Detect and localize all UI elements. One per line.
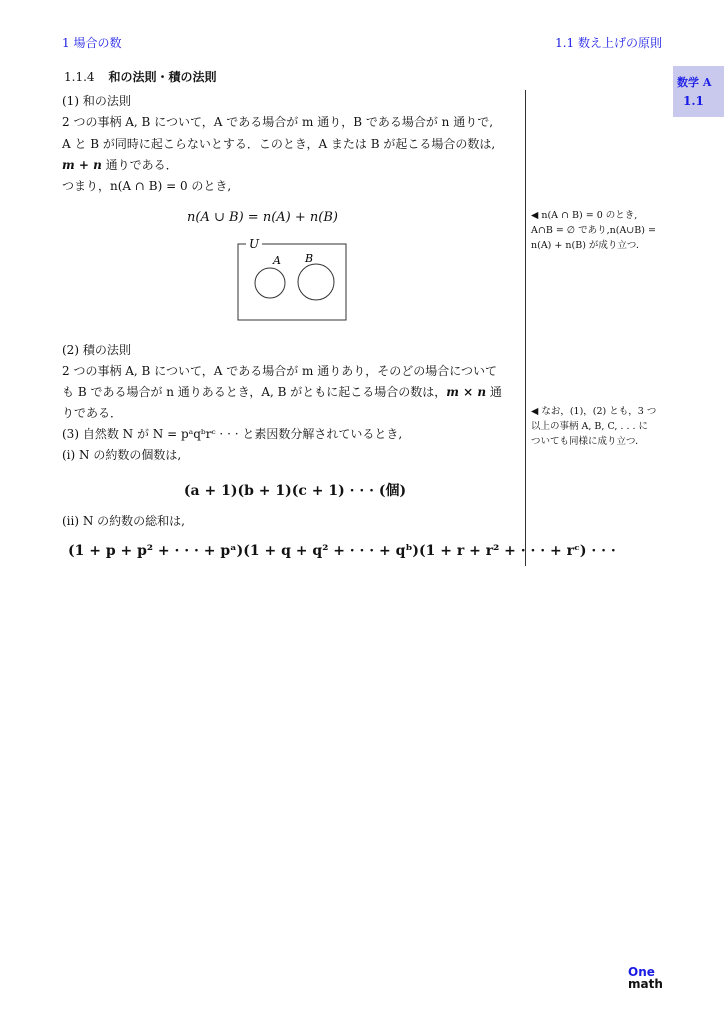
side-tab-section: 1.1 <box>683 94 704 108</box>
margin-note-1-line: n(A) + n(B) が成り立つ． <box>531 240 646 251</box>
product-rule-heading: (2) 積の法則 <box>62 343 131 357</box>
sum-rule-line1: 2 つの事柄 A, B について，A である場合が m 通り，B である場合が n 通りで, <box>62 115 494 129</box>
section-number: 1.1.4 <box>64 70 95 84</box>
product-rule-line2 <box>62 384 502 400</box>
product-rule-line2-c: 通 <box>486 385 502 399</box>
sum-rule-result: m + n <box>62 158 102 172</box>
running-header-section: 1.1 数え上げの原則 <box>555 36 662 50</box>
section-title-text: 和の法則・積の法則 <box>108 70 217 84</box>
margin-note-1-line: ◀ n(A ∩ B) = 0 のとき, <box>531 210 638 221</box>
divisor-sum-label: (ii) N の約数の総和は, <box>62 514 185 528</box>
running-header-chapter: 1 場合の数 <box>62 36 122 50</box>
divisor-sum-formula: (1 + p + p² + · · · + pᵃ)(1 + q + q² + · · · + qᵇ)(1 + r + r² + · · · + rᶜ) · · · <box>68 543 616 559</box>
sum-rule-line4: つまり，n(A ∩ B) = 0 のとき, <box>62 179 232 193</box>
divisors-heading: (3) 自然数 N が N = pᵃqᵇrᶜ · · · と素因数分解されているとき, <box>62 427 403 441</box>
sum-rule-heading: (1) 和の法則 <box>62 94 131 108</box>
margin-note-1 <box>531 208 656 253</box>
logo-line1: One <box>628 965 655 979</box>
margin-note-2 <box>531 404 656 449</box>
set-a-label: A <box>273 254 281 267</box>
side-tab <box>673 66 724 117</box>
divisor-count-label: (i) N の約数の個数は, <box>62 448 182 462</box>
product-rule-result: m × n <box>446 385 487 399</box>
onemath-logo <box>628 965 663 991</box>
sum-rule-line3 <box>62 157 178 173</box>
margin-note-1-line: A∩B = ∅ であり,n(A∪B) = <box>531 225 656 236</box>
set-b-circle <box>298 264 334 300</box>
divisor-count-formula: (a + 1)(b + 1)(c + 1) · · · (個) <box>183 483 407 499</box>
margin-note-2-line: 以上の事柄 A, B, C, . . . に <box>531 421 649 432</box>
set-a-circle <box>255 268 285 298</box>
sum-rule-line3-rest: 通りである． <box>101 158 178 172</box>
side-tab-subject: 数学 A <box>677 76 712 89</box>
product-rule-line3: りである． <box>62 406 123 420</box>
venn-diagram <box>236 236 350 324</box>
sum-rule-line2: A と B が同時に起こらないとする．このとき，A または B が起こる場合の数は, <box>62 137 496 151</box>
margin-note-2-line: ついても同様に成り立つ． <box>531 436 645 447</box>
product-rule-line1: 2 つの事柄 A, B について，A である場合が m 通りあり，そのどの場合について <box>62 364 497 378</box>
sum-rule-formula: n(A ∪ B) = n(A) + n(B) <box>187 210 338 225</box>
product-rule-line2-a: も B である場合が n 通りあるとき，A, B がともに起こる場合の数は， <box>62 385 447 399</box>
universe-label: U <box>249 237 260 251</box>
universe-rect <box>238 244 346 320</box>
margin-note-2-line: ◀ なお，(1)，(2) とも，3 つ <box>531 406 657 417</box>
logo-line2: math <box>628 977 663 991</box>
section-title <box>64 68 217 85</box>
set-b-label: B <box>305 252 314 265</box>
